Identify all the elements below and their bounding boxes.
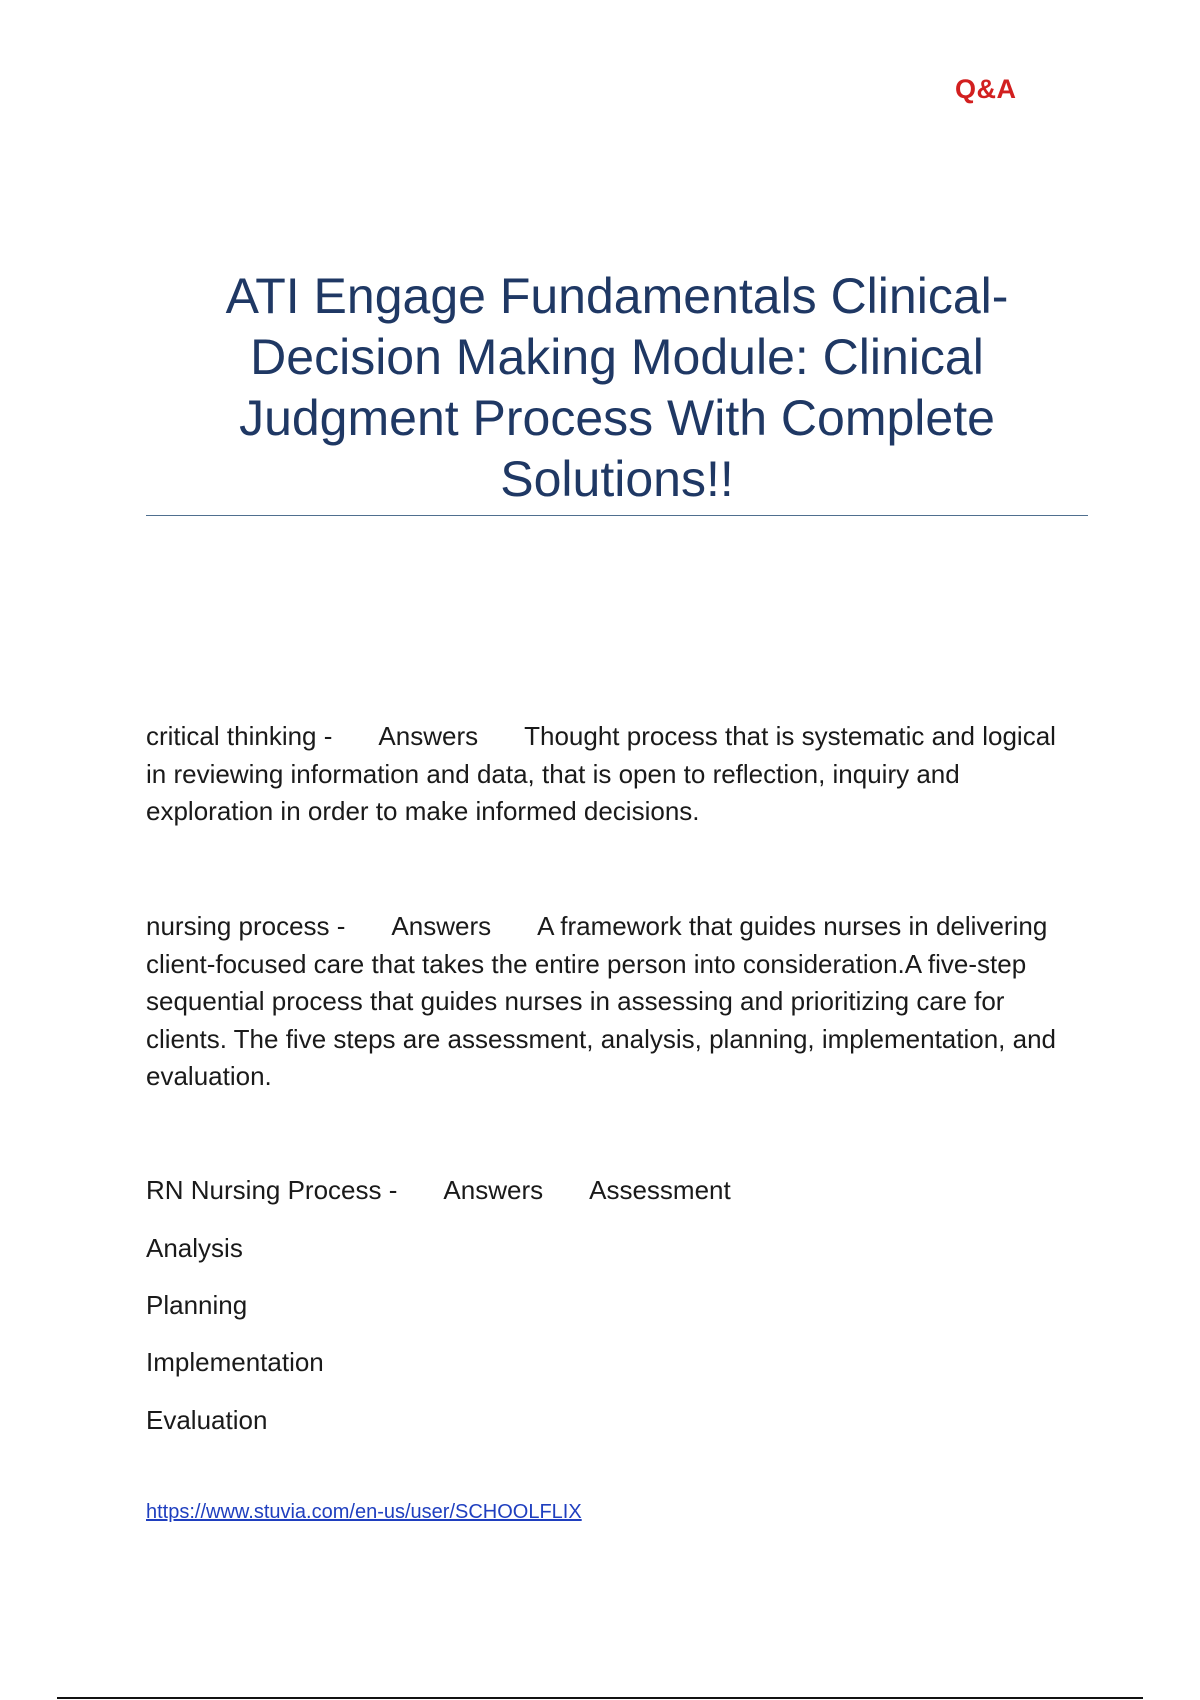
qa-term: nursing process - bbox=[146, 911, 346, 941]
title-divider bbox=[146, 515, 1088, 516]
qa-answer-label: Answers bbox=[443, 1175, 544, 1205]
source-link[interactable]: https://www.stuvia.com/en-us/user/SCHOOLFLIX bbox=[146, 1501, 582, 1523]
qa-item-rn-nursing-process bbox=[146, 1172, 1081, 1210]
document-title: ATI Engage Fundamentals Clinical-Decision Making Module: Clinical Judgment Process With Complete Solutions!! bbox=[225, 268, 1009, 507]
qa-item-critical-thinking bbox=[146, 718, 1081, 831]
step-implementation: Implementation bbox=[146, 1347, 324, 1377]
qa-answer: Assessment bbox=[589, 1175, 731, 1205]
qa-term: critical thinking - bbox=[146, 721, 333, 751]
qa-answer: A framework that guides nurses in delivering client-focused care that takes the entire person into consideration.A five-step sequential process that guides nurses in assessing and prioritizing care for clients. The five steps are assessment, analysis, planning, implementation, and evaluation. bbox=[146, 911, 1056, 1091]
step-analysis: Analysis bbox=[146, 1233, 243, 1263]
qa-answer-label: Answers bbox=[378, 721, 479, 751]
title-block bbox=[146, 266, 1088, 510]
qa-item-nursing-process bbox=[146, 908, 1081, 1096]
step-evaluation: Evaluation bbox=[146, 1405, 268, 1435]
qa-answer: Thought process that is systematic and logical in reviewing information and data, that is open to reflection, inquiry and exploration in order to make informed decisions. bbox=[146, 721, 1056, 826]
step-planning: Planning bbox=[146, 1290, 248, 1320]
footer-divider bbox=[57, 1697, 1143, 1699]
qa-answer-label: Answers bbox=[391, 911, 492, 941]
header-tag: Q&A bbox=[955, 74, 1017, 104]
qa-term: RN Nursing Process - bbox=[146, 1175, 398, 1205]
